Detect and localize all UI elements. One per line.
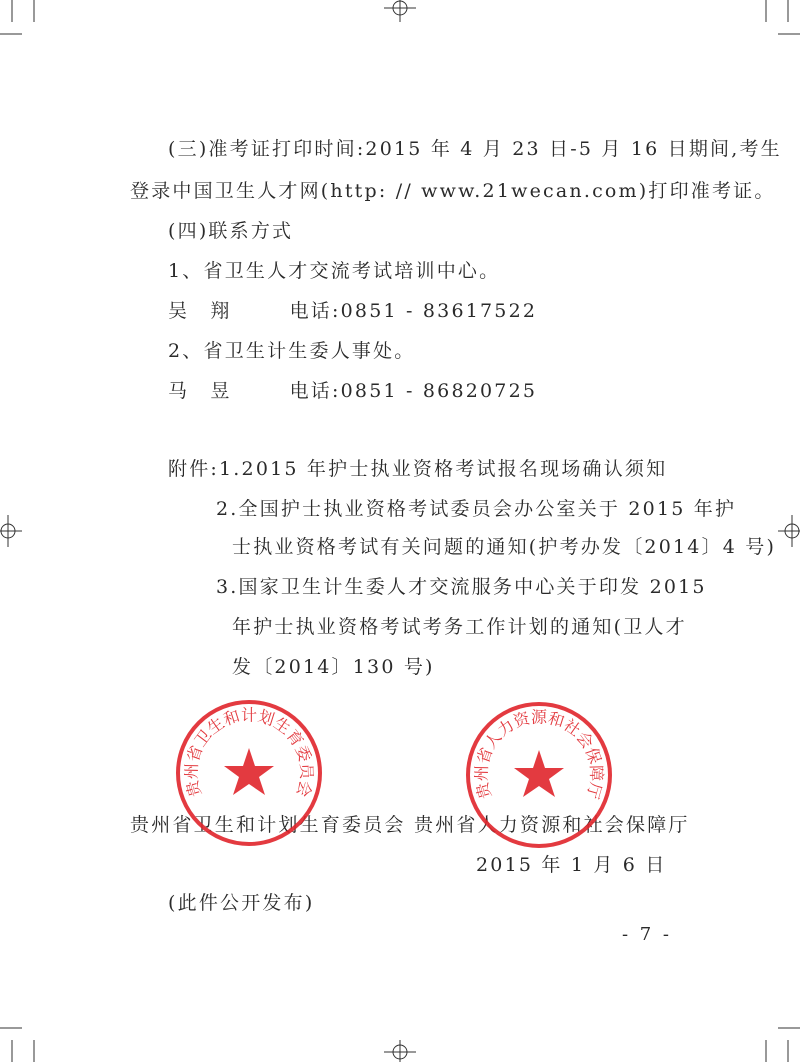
signature-left-org: 贵州省卫生和计划生育委员会 [130,814,406,836]
right-official-seal [464,700,614,850]
public-release-note: (此件公开发布) [168,892,315,914]
contact2-name: 马 昱 [168,380,232,402]
contact1-org: 1、省卫生人才交流考试培训中心。 [168,260,501,282]
attachment-item3-line1: 3.国家卫生计生委人才交流服务中心关于印发 2015 [216,576,707,598]
attachment-item3-line3: 发〔2014〕130 号) [232,656,435,678]
contact2-org: 2、省卫生计生委人事处。 [168,340,416,362]
contact1-phone: 电话:0851 - 83617522 [289,300,538,322]
contact1-name: 吴 翔 [168,300,232,322]
contact2-phone: 电话:0851 - 86820725 [289,380,538,402]
signature-date: 2015 年 1 月 6 日 [476,854,667,876]
attachment-item1-row [168,454,667,481]
attachment-item3-line2: 年护士执业资格考试考务工作计划的通知(卫人才 [232,616,687,638]
attachment-item1: 1.2015 年护士执业资格考试报名现场确认须知 [219,458,668,480]
signature-right-org: 贵州省人力资源和社会保障厅 [414,814,690,836]
section3-line2: 登录中国卫生人才网(http: // www.21wecan.com)打印准考证。 [130,180,776,202]
attachment-item2-line1: 2.全国护士执业资格考试委员会办公室关于 2015 年护 [216,498,737,520]
contact2-row [168,376,537,403]
contact1-row [168,296,537,323]
attachment-item2-line2: 士执业资格考试有关问题的通知(护考办发〔2014〕4 号) [232,536,777,558]
page-number: - 7 - [621,924,672,945]
left-seal-text: 贵州省卫生和计划生育委员会 [181,705,317,800]
right-seal-text: 贵州省人力资源和社会保障厅 [471,707,607,802]
section4-title: (四)联系方式 [168,220,294,242]
left-official-seal [174,698,324,848]
attachments-label: 附件: [168,458,220,480]
section3-line1: (三)准考证打印时间:2015 年 4 月 23 日-5 月 16 日期间,考生 [168,138,782,160]
